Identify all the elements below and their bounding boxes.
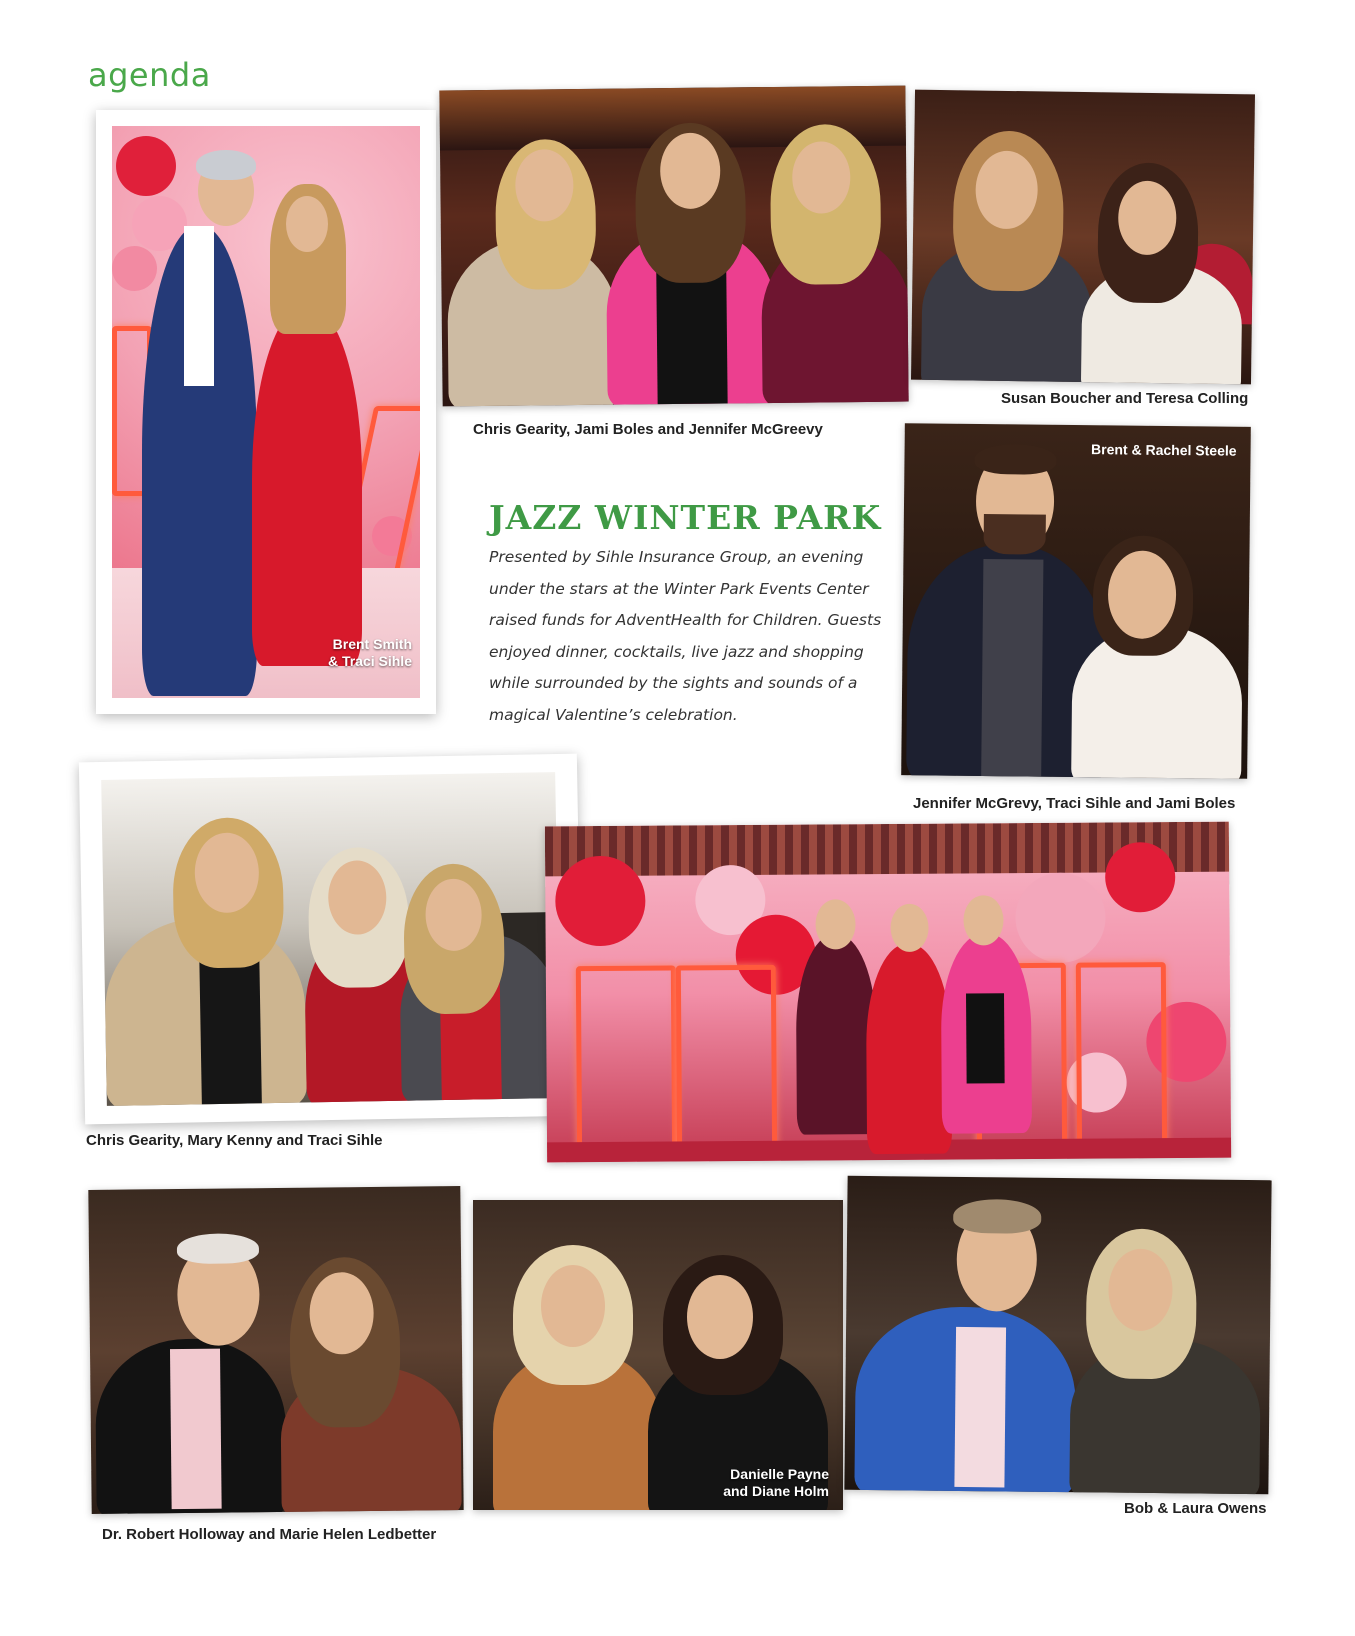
article-body: Presented by Sihle Insurance Group, an evening under the stars at the Winter Park Events Center raised funds for AdventHealth for Children. Guests enjoyed dinner, cocktails, live jazz and shopping while surrounded by the sights and sounds of a magical Valentine’s celebration. xyxy=(489,548,882,724)
caption-owens: Bob & Laura Owens xyxy=(1124,1500,1267,1517)
photo-brent-traci-frame xyxy=(96,110,436,714)
photo-brent-traci xyxy=(112,126,420,698)
caption-line-1: Brent Smith xyxy=(332,636,412,652)
caption-steele: Brent & Rachel Steele xyxy=(1091,441,1237,459)
photo-owens xyxy=(844,1176,1271,1494)
caption-mcgrevy-sihle-boles: Jennifer McGrevy, Traci Sihle and Jami Boles xyxy=(913,795,1236,812)
caption-line-1: Danielle Payne xyxy=(730,1466,829,1482)
caption-line-2: and Diane Holm xyxy=(723,1483,829,1499)
photo-payne-holm-caption xyxy=(723,1466,829,1500)
photo-brent-traci-caption xyxy=(328,636,412,670)
caption-gearity-boles-mcgreevy: Chris Gearity, Jami Boles and Jennifer McGreevy xyxy=(473,421,823,438)
caption-holloway-ledbetter: Dr. Robert Holloway and Marie Helen Ledbetter xyxy=(102,1526,437,1543)
photo-holloway-ledbetter xyxy=(88,1186,463,1514)
photo-payne-holm xyxy=(473,1200,843,1510)
photo-gearity-kenny-sihle-frame xyxy=(79,754,583,1125)
section-label: agenda xyxy=(88,56,211,94)
photo-steele xyxy=(901,423,1251,779)
caption-boucher-colling: Susan Boucher and Teresa Colling xyxy=(1001,390,1249,407)
photo-wpjazz-wall xyxy=(545,822,1231,1163)
photo-gearity-kenny-sihle xyxy=(101,772,561,1106)
photo-gearity-boles-mcgreevy xyxy=(439,86,908,407)
photo-boucher-colling xyxy=(911,90,1255,385)
article-headline: JAZZ WINTER PARK xyxy=(489,498,882,537)
caption-gearity-kenny-sihle: Chris Gearity, Mary Kenny and Traci Sihle xyxy=(86,1132,383,1149)
caption-line-2: & Traci Sihle xyxy=(327,653,412,669)
